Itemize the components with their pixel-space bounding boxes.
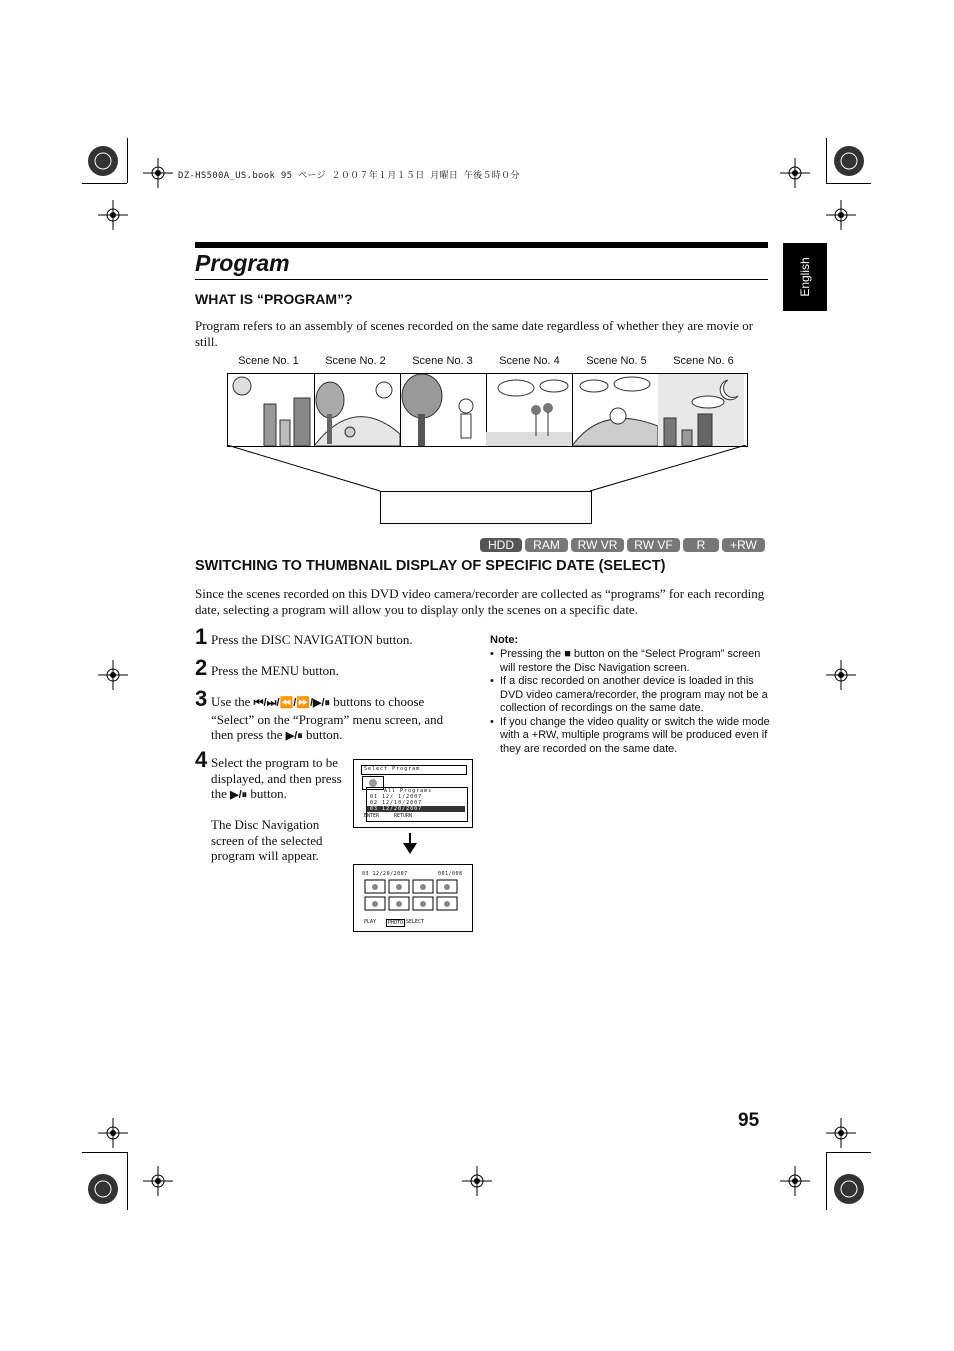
screen1-title: Select Program: [364, 766, 421, 772]
step-3-text-end: button.: [302, 727, 343, 742]
screen1-footer-enter: ENTER: [364, 813, 380, 819]
scene-label-3: Scene No. 3: [412, 355, 473, 367]
crosshair-icon: [98, 1118, 128, 1148]
program-funnel: [227, 445, 747, 495]
language-tab-label: English: [798, 257, 812, 297]
step-text-2: Press the MENU button.: [211, 663, 339, 678]
step-text-1: Press the DISC NAVIGATION button.: [211, 632, 413, 647]
note-list: [490, 648, 770, 756]
media-badge-rw-vr: RW VR: [571, 538, 624, 552]
scene-frame-5: [572, 374, 659, 446]
arrow-down-icon: [403, 833, 417, 855]
scene-label-1: Scene No. 1: [238, 355, 299, 367]
step-text-3: [211, 694, 461, 745]
crosshair-icon: [826, 660, 856, 690]
media-badge-r: R: [683, 538, 719, 552]
page-title: Program: [195, 250, 290, 276]
screen2-header-right: 001/008: [438, 871, 463, 877]
thumbnail-grid: [364, 879, 460, 913]
title-bar: [195, 242, 768, 248]
scene-label-2: Scene No. 2: [325, 355, 386, 367]
scene-frame-1: [228, 374, 315, 446]
step-3-play-pause: ▶/⏸: [285, 730, 303, 742]
scene-label-6: Scene No. 6: [673, 355, 734, 367]
note-title: Note:: [490, 634, 519, 646]
registration-mark-icon: [86, 144, 120, 178]
screen1-footer-return: RETURN: [394, 813, 413, 819]
scene-label-5: Scene No. 5: [586, 355, 647, 367]
crosshair-icon: [98, 200, 128, 230]
step-4-text-a: Select the program to be displayed, and then press the: [211, 755, 342, 801]
step-text-4: [211, 755, 344, 804]
section-heading-switching: SWITCHING TO THUMBNAIL DISPLAY OF SPECIFIC DATE (SELECT): [195, 558, 666, 574]
scene-frame-6: [658, 374, 744, 446]
registration-mark-icon: [832, 144, 866, 178]
media-badge-ram: RAM: [525, 538, 568, 552]
language-tab: [783, 243, 827, 311]
step-4-play-pause: ▶/⏸: [230, 789, 248, 801]
screen2-footer-play: PLAY: [364, 919, 377, 925]
crosshair-icon: [98, 660, 128, 690]
crosshair-icon: [780, 1166, 810, 1196]
step-number-2: 2: [195, 655, 208, 680]
section-body-what-is-program: Program refers to an assembly of scenes recorded on the same date regardless of whether they are movie or still.: [195, 318, 754, 349]
crosshair-icon: [143, 1166, 173, 1196]
step-number-1: 1: [195, 624, 208, 649]
step-3-text-post: buttons to choose “Select” on the “Program” menu screen, and then press the: [211, 694, 444, 742]
screen1-row-2[interactable]: 02 12/10/2007: [370, 800, 423, 806]
step-number-4: 4: [195, 747, 208, 772]
scene-frame-3: [400, 374, 487, 446]
screen2-footer-select: SELECT: [406, 919, 425, 925]
step-text-4-result: The Disc Navigation screen of the selected program will appear.: [211, 817, 323, 863]
step-number-3: 3: [195, 686, 208, 711]
note-item-2: • If a disc recorded on another device is loaded in this DVD video camera/recorder, the program may not be a collection of recordings on the same date.: [490, 675, 770, 716]
crosshair-icon: [826, 200, 856, 230]
note-item-3: • If you change the video quality or switch the wide mode with a +RW, multiple programs will be produced even if they are recorded on the same date.: [490, 716, 770, 757]
print-header: DZ-HS500A_US.book 95 ページ ２００７年１月１５日 月曜日 午後５時０分: [178, 171, 520, 181]
crosshair-icon: [143, 158, 173, 188]
scene-strip: [227, 373, 748, 447]
media-badge-plus-rw: +RW: [722, 538, 765, 552]
registration-mark-icon: [86, 1172, 120, 1206]
screen2-header-left: 03 12/20/2007: [362, 871, 408, 877]
screen1-row-3[interactable]: 03 12/20/2007: [370, 806, 423, 812]
media-badge-hdd: HDD: [480, 538, 522, 552]
step-3-buttons: ⏮/⏭/⏪/⏩/▶/⏸: [253, 697, 331, 709]
screen2-footer-photo: PHOTO: [388, 920, 404, 926]
program-box: [380, 491, 592, 524]
page-number: 95: [738, 1110, 760, 1131]
title-rule: [195, 279, 768, 280]
crosshair-icon: [780, 158, 810, 188]
media-badge-rw-vf: RW VF: [627, 538, 680, 552]
scene-frame-4: [486, 374, 573, 446]
step-4-text-b: button.: [247, 786, 287, 801]
crosshair-icon: [826, 1118, 856, 1148]
registration-mark-icon: [832, 1172, 866, 1206]
screen1-row-1[interactable]: 01 12/ 1/2007: [370, 794, 423, 800]
scene-label-4: Scene No. 4: [499, 355, 560, 367]
crosshair-icon: [462, 1166, 492, 1196]
section-heading-what-is-program: WHAT IS “PROGRAM”?: [195, 291, 353, 307]
disc-navigation-screen: [353, 864, 473, 932]
note-item-1: • Pressing the ■ button on the “Select Program” screen will restore the Disc Navigation screen.: [490, 648, 770, 675]
screen1-all-programs[interactable]: All Programs: [384, 788, 433, 794]
section-body-switching: Since the scenes recorded on this DVD video camera/recorder are collected as “programs” for each recording date, selecting a program will allow you to display only the scenes on a specific date.: [195, 586, 765, 617]
step-3-text-pre: Use the: [211, 694, 254, 709]
select-program-screen: [353, 759, 473, 828]
scene-frame-2: [314, 374, 401, 446]
